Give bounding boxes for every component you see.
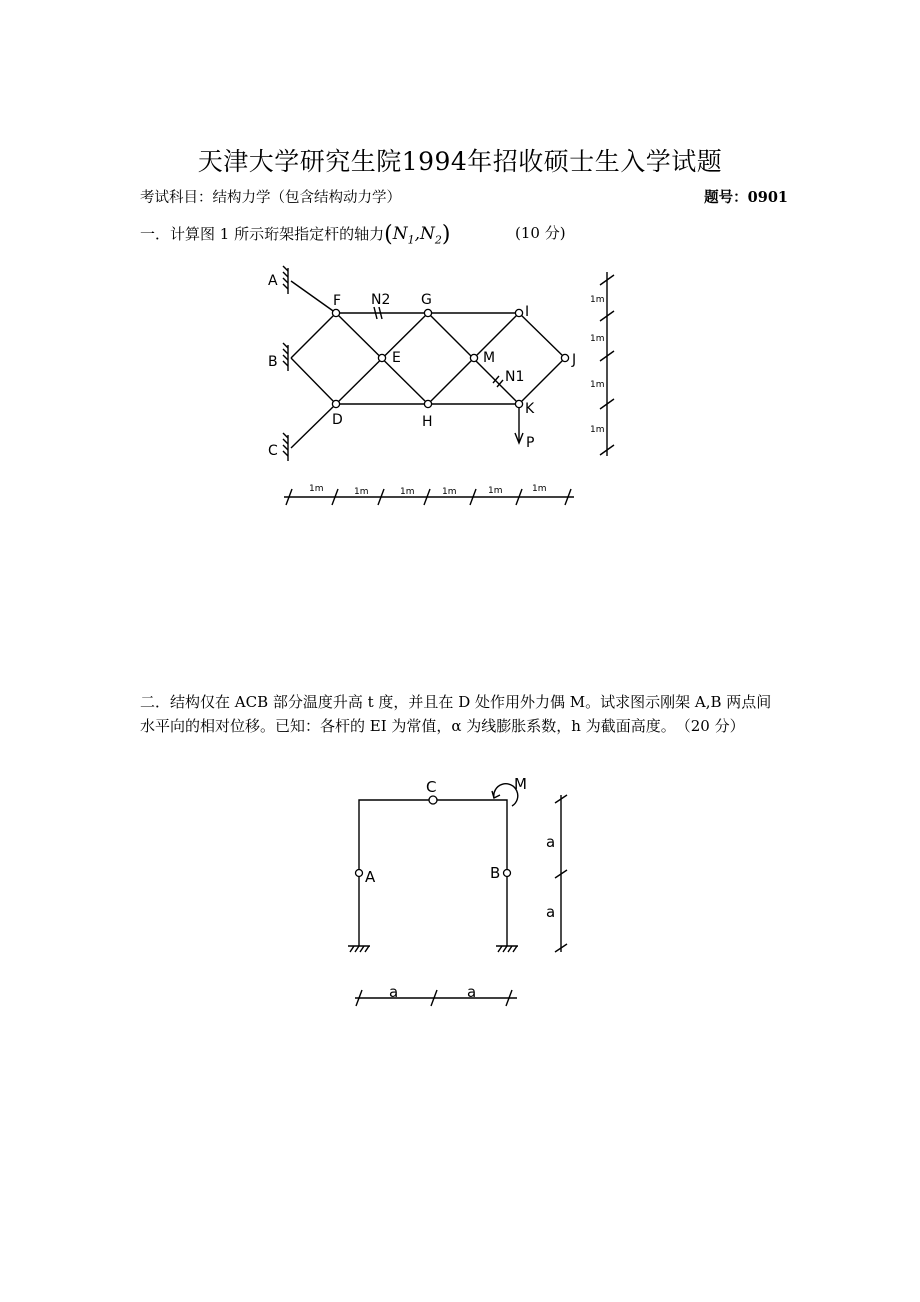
node-label-E: E [392, 350, 401, 366]
node-label-F: F [333, 293, 342, 309]
frame-v-dim-1: a [546, 833, 556, 851]
frame-v-dim-2: a [546, 903, 556, 921]
node-label-K: K [525, 401, 535, 417]
h-dim-6: 1m [532, 484, 547, 494]
load-label-P: P [526, 435, 535, 451]
question-1-text: 一．计算图 1 所示珩架指定杆的轴力 [140, 225, 385, 243]
node-label-B: B [268, 354, 278, 370]
node-label-G: G [421, 292, 432, 308]
frame-label-C: C [426, 778, 437, 796]
frame-h-dim-1: a [389, 983, 399, 1001]
node-label-I: I [525, 304, 530, 320]
h-dim-1: 1m [309, 484, 324, 494]
point-A [356, 870, 363, 877]
frame-label-B: B [490, 864, 501, 882]
h-dim-5: 1m [488, 486, 503, 496]
question-1-formula: $(N_1,N_2)$ [384, 222, 451, 247]
member-label-N1: N1 [505, 369, 525, 385]
node-label-A: A [268, 273, 278, 289]
h-dim-4: 1m [442, 487, 457, 497]
question-1-score: (10 分) [515, 224, 566, 242]
frame-members [359, 800, 507, 946]
member-label-N2: N2 [371, 292, 391, 308]
point-B [504, 870, 511, 877]
node-label-J: J [572, 352, 577, 368]
hinge-C [429, 796, 437, 804]
node-label-H: H [422, 414, 433, 430]
exam-subject: 考试科目：结构力学（包含结构动力学） [140, 190, 401, 206]
frame-h-dim-2: a [467, 983, 477, 1001]
frame-label-M: M [514, 775, 527, 793]
frame-label-A: A [365, 868, 376, 886]
exam-code: 题号：0901 [704, 189, 788, 206]
node-label-C: C [268, 443, 278, 459]
v-dim-3: 1m [590, 380, 605, 390]
node-label-D: D [332, 412, 343, 428]
v-dim-1: 1m [590, 295, 605, 305]
h-dim-3: 1m [400, 487, 415, 497]
h-dim-2: 1m [354, 487, 369, 497]
question-2-text: 二．结构仅在 ACB 部分温度升高 t 度，并且在 D 处作用外力偶 M。试求图示刚架 A,B 两点间水平向的相对位移。已知：各杆的 EI 为常值，α 为线膨胀系数，h 为截面高度。 （20 分） [140, 693, 772, 735]
v-dim-2: 1m [590, 334, 605, 344]
node-label-M: M [483, 350, 496, 366]
v-dim-4: 1m [590, 425, 605, 435]
exam-title: 天津大学研究生院1994年招收硕士生入学试题 [197, 147, 723, 176]
